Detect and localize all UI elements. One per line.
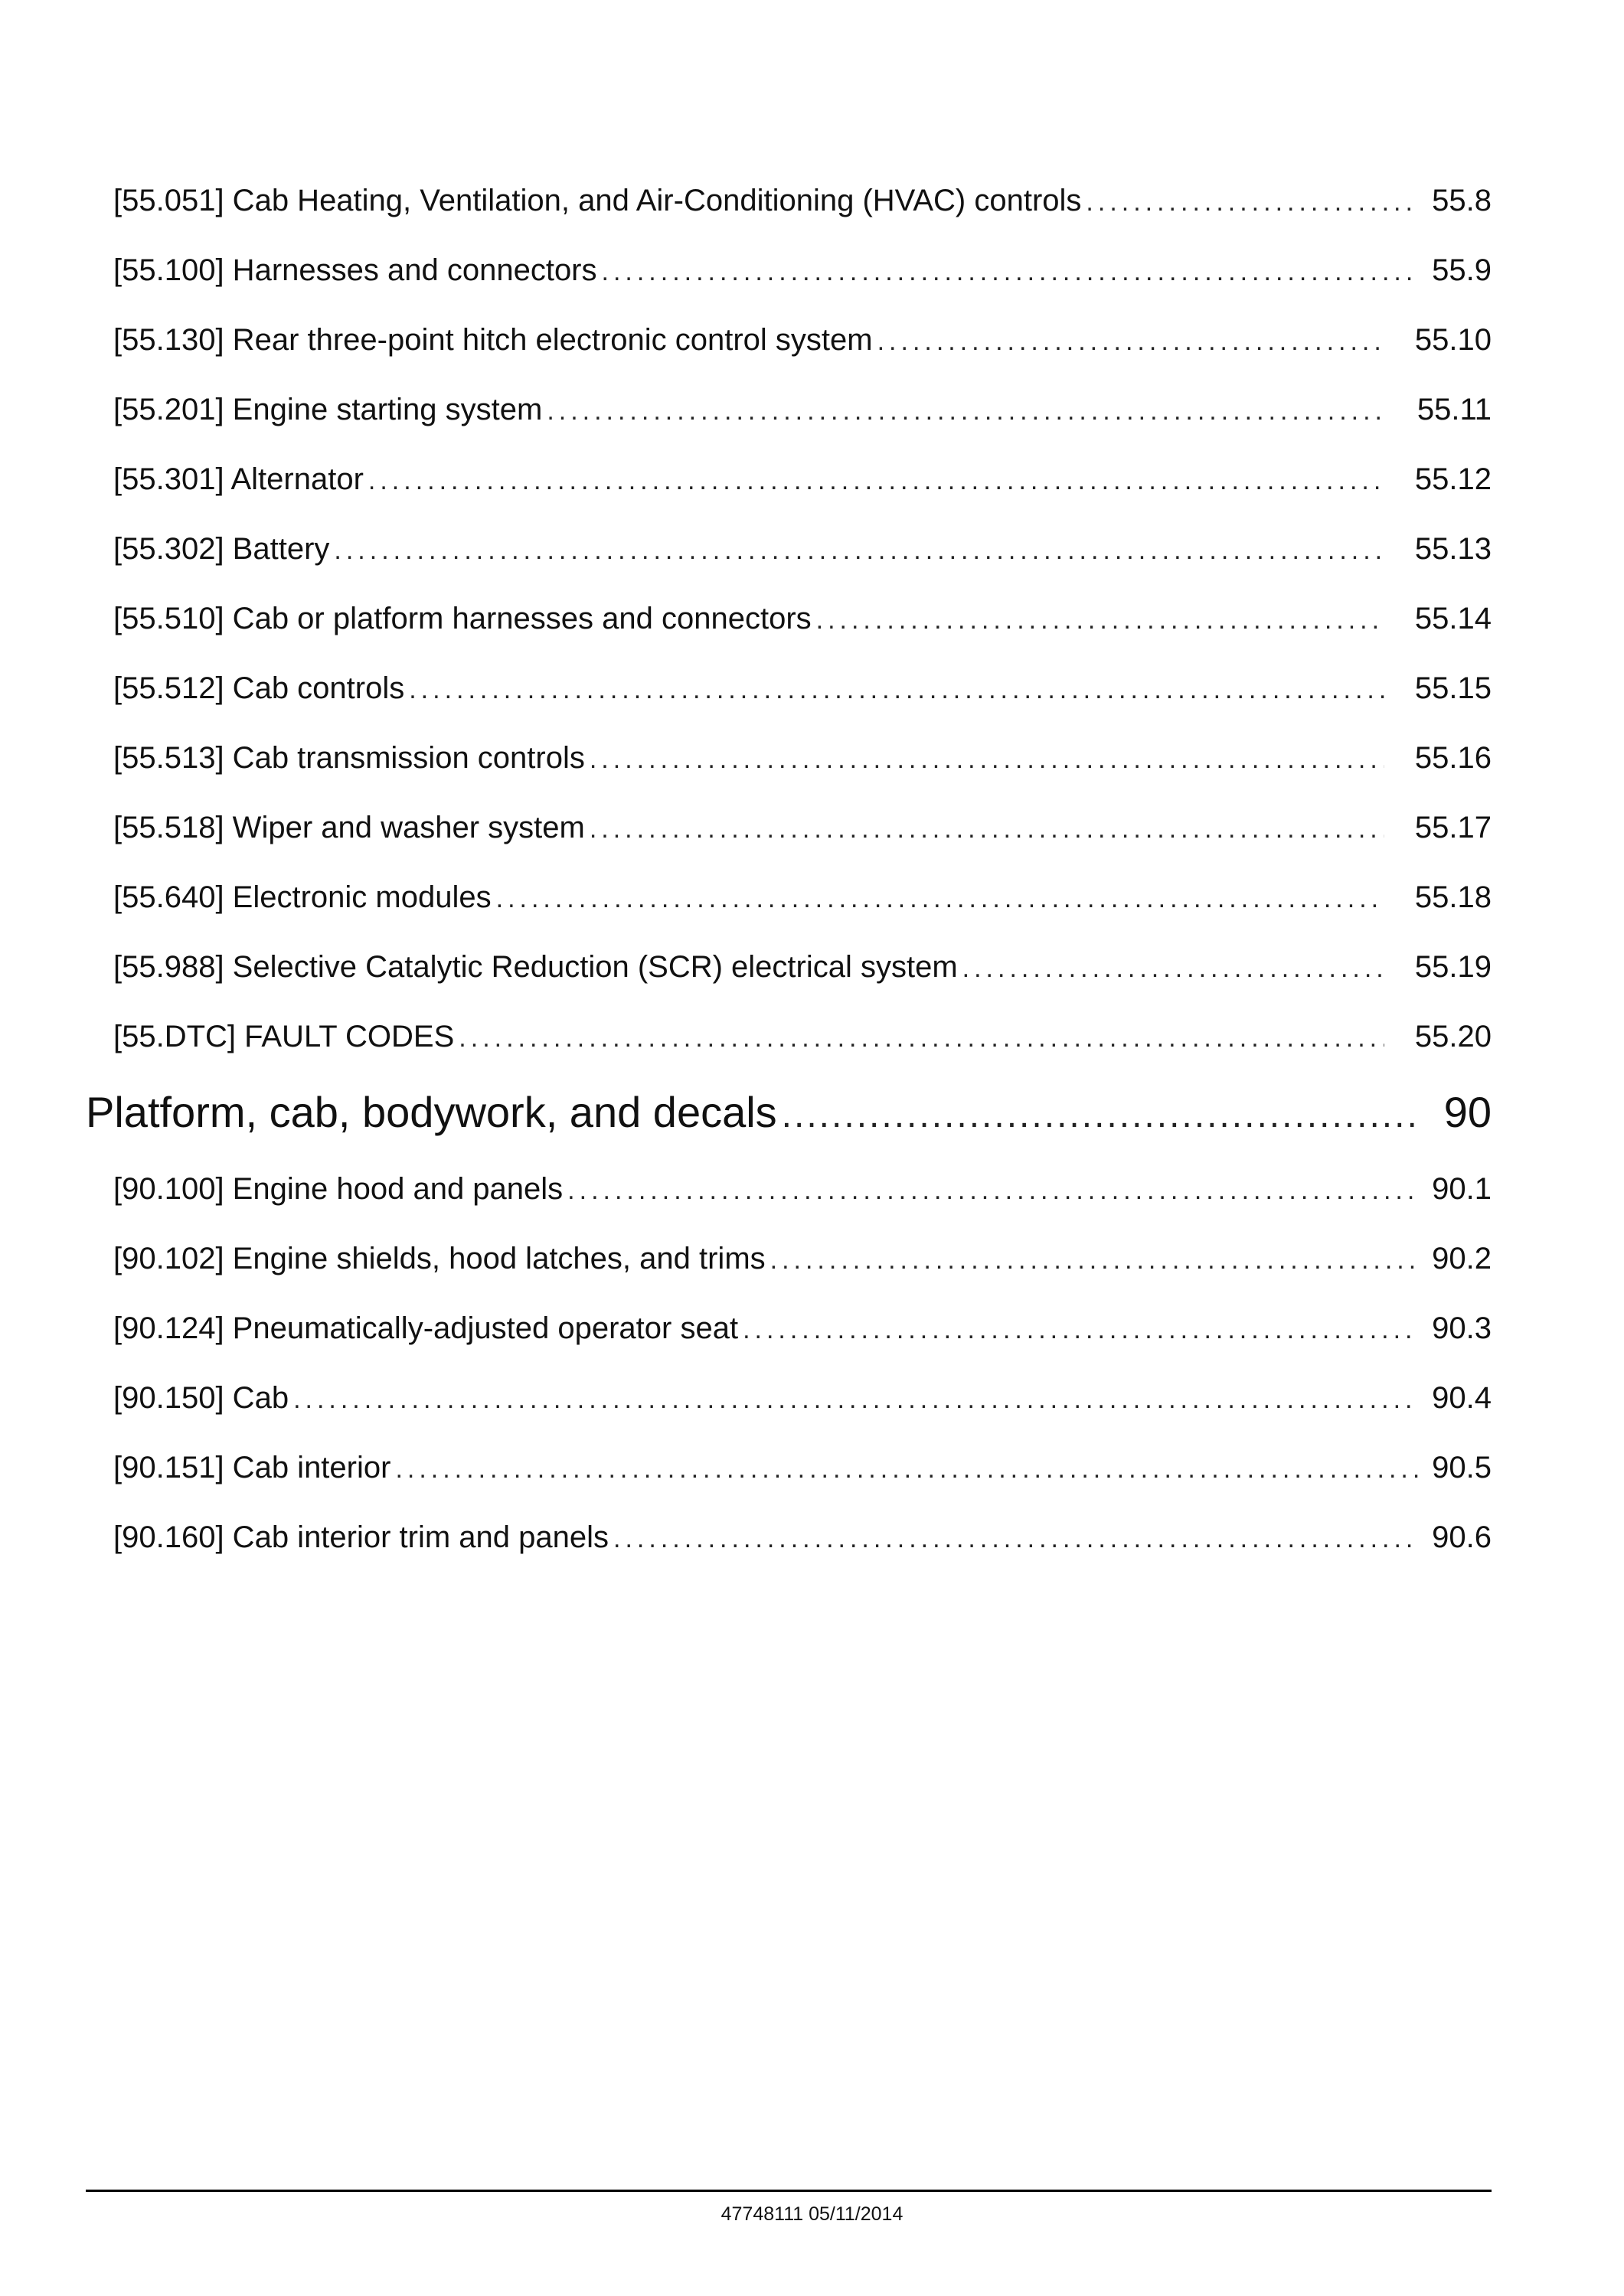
toc-entry-page: 90.3 (1432, 1311, 1492, 1345)
toc-entry-page: 55.19 (1414, 950, 1492, 984)
toc-dot-leader (602, 256, 1419, 287)
toc-dot-leader (459, 1023, 1384, 1053)
toc-entry-label: [55.130] Rear three-point hitch electronic control system (113, 323, 873, 357)
toc-entry-label: [90.150] Cab (113, 1381, 289, 1415)
toc-dot-leader (782, 1094, 1423, 1137)
toc-entry-page: 55.8 (1432, 184, 1492, 217)
toc-entry[interactable] (86, 1174, 1492, 1243)
toc-entry[interactable] (86, 534, 1492, 603)
toc-section-page: 90 (1443, 1088, 1492, 1136)
toc-dot-leader (395, 1454, 1418, 1484)
toc-dot-leader (613, 1524, 1418, 1554)
toc-dot-leader (368, 465, 1384, 496)
toc-entry-label: [90.102] Engine shields, hood latches, and trims (113, 1242, 766, 1275)
toc-entry-label: [90.151] Cab interior (113, 1451, 391, 1484)
toc-entry-label: [90.100] Engine hood and panels (113, 1172, 564, 1206)
toc-entry-page: 55.20 (1414, 1020, 1492, 1053)
footer-document-id: 47748111 05/11/2014 (721, 2203, 903, 2225)
toc-entry-page: 55.18 (1414, 880, 1492, 914)
toc-dot-leader (547, 396, 1384, 426)
toc-dot-leader (567, 1175, 1418, 1206)
toc-dot-leader (293, 1384, 1418, 1415)
toc-dot-leader (1086, 187, 1418, 217)
toc-entry-label: [55.051] Cab Heating, Ventilation, and Air-Conditioning (HVAC) controls (113, 184, 1082, 217)
toc-entry[interactable] (86, 1452, 1492, 1522)
toc-entry-page: 55.16 (1414, 741, 1492, 775)
toc-entry[interactable] (86, 1383, 1492, 1452)
toc-entry[interactable] (86, 1243, 1492, 1313)
table-of-contents (86, 173, 1492, 1592)
toc-entry-page: 90.2 (1432, 1242, 1492, 1275)
toc-dot-leader (334, 535, 1384, 566)
toc-entry-label: [55.640] Electronic modules (113, 880, 492, 914)
toc-dot-leader (770, 1245, 1419, 1275)
toc-entry[interactable] (86, 952, 1492, 1021)
toc-entry[interactable] (86, 603, 1492, 673)
toc-entry-page: 90.5 (1432, 1451, 1492, 1484)
toc-entry-page: 55.17 (1414, 811, 1492, 844)
toc-entry-label: [55.988] Selective Catalytic Reduction (SCR) electrical system (113, 950, 958, 984)
toc-dot-leader (816, 605, 1384, 635)
toc-entry-label: [55.301] Alternator (113, 462, 364, 496)
toc-entry-page: 90.6 (1432, 1520, 1492, 1554)
toc-entry[interactable] (86, 255, 1492, 325)
toc-entry-page: 55.10 (1414, 323, 1492, 357)
toc-entry[interactable] (86, 464, 1492, 534)
toc-entry-page: 55.15 (1414, 671, 1492, 705)
toc-entry[interactable] (86, 812, 1492, 882)
toc-dot-leader (590, 814, 1384, 844)
toc-dot-leader (743, 1315, 1418, 1345)
toc-dot-leader (962, 953, 1384, 984)
toc-entry[interactable] (86, 1522, 1492, 1592)
toc-entry-page: 90.1 (1432, 1172, 1492, 1206)
toc-section-label: Platform, cab, bodywork, and decals (86, 1088, 777, 1136)
toc-entry[interactable] (86, 185, 1492, 255)
toc-entry[interactable] (86, 743, 1492, 812)
toc-entry-label: [55.510] Cab or platform harnesses and connectors (113, 602, 812, 635)
toc-entry-label: [55.DTC] FAULT CODES (113, 1020, 455, 1053)
toc-dot-leader (496, 883, 1384, 914)
toc-entry[interactable] (86, 673, 1492, 743)
toc-entry[interactable] (86, 325, 1492, 394)
toc-entry[interactable] (86, 1021, 1492, 1091)
footer-divider (86, 2190, 1492, 2192)
toc-entry-page: 55.9 (1432, 253, 1492, 287)
toc-entry-label: [55.512] Cab controls (113, 671, 405, 705)
toc-entry-label: [55.201] Engine starting system (113, 393, 543, 426)
toc-entry[interactable] (86, 1313, 1492, 1383)
toc-section-heading[interactable] (86, 1088, 1492, 1174)
toc-dot-leader (877, 326, 1384, 357)
toc-entry-label: [90.124] Pneumatically-adjusted operator seat (113, 1311, 739, 1345)
toc-entry-label: [90.160] Cab interior trim and panels (113, 1520, 609, 1554)
toc-entry-page: 55.12 (1414, 462, 1492, 496)
toc-entry-page: 55.14 (1414, 602, 1492, 635)
toc-entry-page: 90.4 (1432, 1381, 1492, 1415)
toc-entry-label: [55.100] Harnesses and connectors (113, 253, 597, 287)
toc-entry[interactable] (86, 394, 1492, 464)
toc-entry-label: [55.518] Wiper and washer system (113, 811, 585, 844)
toc-dot-leader (590, 744, 1384, 775)
toc-entry-label: [55.513] Cab transmission controls (113, 741, 585, 775)
toc-entry-page: 55.13 (1414, 532, 1492, 566)
toc-dot-leader (409, 674, 1384, 705)
toc-entry[interactable] (86, 882, 1492, 952)
toc-entry-label: [55.302] Battery (113, 532, 330, 566)
toc-entry-page: 55.11 (1417, 393, 1492, 426)
